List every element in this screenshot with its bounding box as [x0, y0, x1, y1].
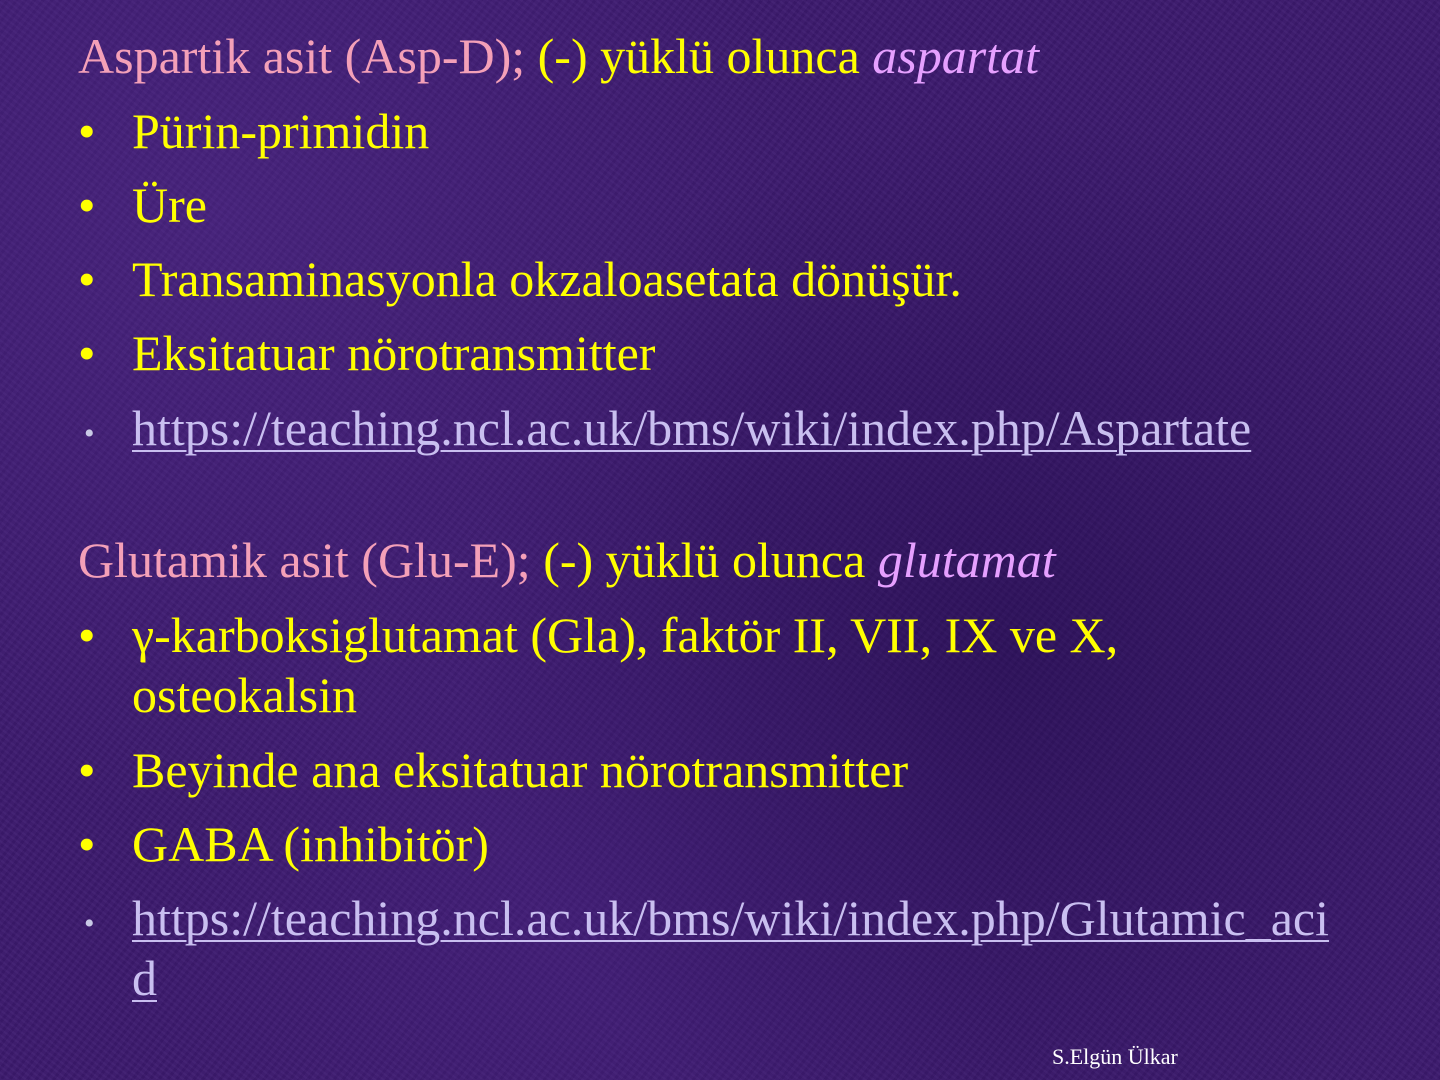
- bullet-text: Transaminasyonla okzaloasetata dönüşür.: [132, 251, 962, 307]
- author-footer: S.Elgün Ülkar: [1052, 1044, 1178, 1069]
- bullet-icon: •: [78, 325, 96, 381]
- heading-glutamic-charge: (-) yüklü olunca: [543, 532, 866, 588]
- aspartate-link[interactable]: https://teaching.ncl.ac.uk/bms/wiki/index.php/Aspartate: [132, 400, 1252, 456]
- bullet-icon: •: [78, 103, 96, 159]
- link-container: [132, 398, 1342, 458]
- bullet-icon: •: [78, 177, 96, 233]
- bullet-text: Pürin-primidin: [132, 103, 430, 159]
- heading-glutamic-name: Glutamik asit (Glu-E);: [78, 532, 531, 588]
- glutamic-acid-link[interactable]: https://teaching.ncl.ac.uk/bms/wiki/index.php/Glutamic_acid: [132, 890, 1329, 1006]
- bullet-icon: •: [84, 907, 95, 940]
- bullet-text: Üre: [132, 177, 207, 233]
- bullet-text: Beyinde ana eksitatuar nörotransmitter: [132, 742, 909, 798]
- bullet-icon: •: [78, 742, 96, 798]
- bullet-icon: •: [78, 251, 96, 307]
- link-container: [132, 888, 1342, 1008]
- bullet-icon: •: [78, 816, 96, 872]
- heading-aspartic-acid: [78, 26, 1039, 86]
- bullet-icon: •: [78, 607, 96, 663]
- heading-aspartic-charge: (-) yüklü olunca: [537, 28, 860, 84]
- heading-glutamic-term: glutamat: [877, 532, 1056, 588]
- heading-glutamic-acid: [78, 530, 1056, 590]
- bullet-text: GABA (inhibitör): [132, 816, 489, 872]
- bullet-icon: •: [84, 417, 95, 450]
- bullet-text: γ-karboksiglutamat (Gla), faktör II, VII, IX ve X, osteokalsin: [132, 607, 1119, 723]
- bullet-text: Eksitatuar nörotransmitter: [132, 325, 656, 381]
- heading-aspartic-name: Aspartik asit (Asp-D);: [78, 28, 526, 84]
- heading-aspartic-term: aspartat: [872, 28, 1039, 84]
